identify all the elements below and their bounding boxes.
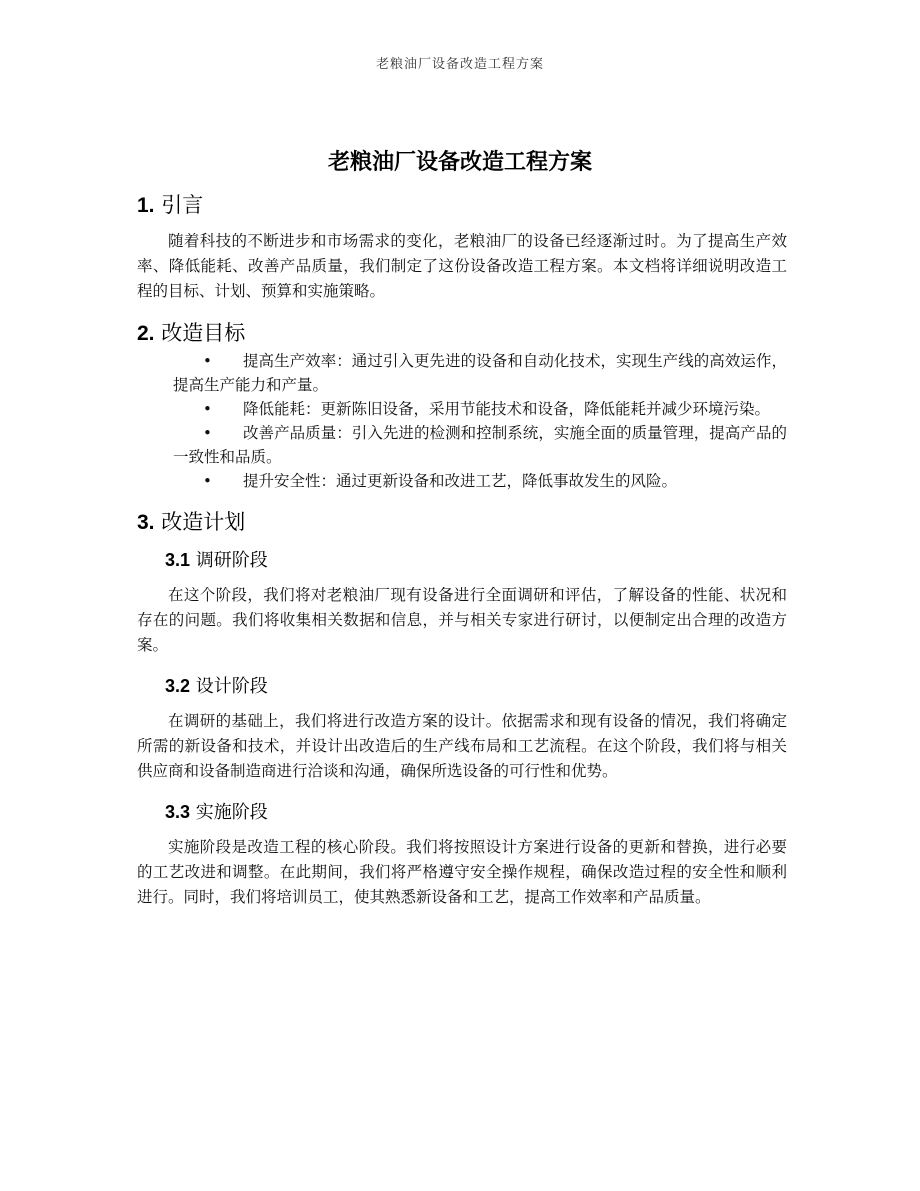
goals-list xyxy=(137,349,787,493)
section-title: 改造计划 xyxy=(161,510,246,534)
subsection-number: 3.2 xyxy=(165,676,191,696)
subsection-heading-3-3 xyxy=(137,798,787,827)
bullet-icon: • xyxy=(203,352,212,370)
section-title: 引言 xyxy=(161,193,204,217)
section-heading-2 xyxy=(137,318,787,349)
list-item: • 提升安全性：通过更新设备和改进工艺，降低事故发生的风险。 xyxy=(137,469,787,493)
subsection-number: 3.1 xyxy=(165,550,191,570)
list-item: • 改善产品质量：引入先进的检测和控制系统，实施全面的质量管理，提高产品的一致性和品质。 xyxy=(137,421,787,469)
section-number: 3. xyxy=(137,511,155,534)
subsection-title: 调研阶段 xyxy=(195,550,268,571)
section-title: 改造目标 xyxy=(161,321,246,345)
section-number: 1. xyxy=(137,194,155,217)
bullet-icon: • xyxy=(203,400,212,418)
research-paragraph: 在这个阶段，我们将对老粮油厂现有设备进行全面调研和评估，了解设备的性能、状况和存在的问题。我们将收集相关数据和信息，并与相关专家进行研讨，以便制定出合理的改造方案。 xyxy=(137,586,787,654)
subsection-title: 设计阶段 xyxy=(195,676,268,697)
section-heading-1 xyxy=(137,190,787,221)
subsection-number: 3.3 xyxy=(165,802,191,822)
bullet-icon: • xyxy=(203,472,212,490)
list-item: • 降低能耗：更新陈旧设备，采用节能技术和设备，降低能耗并减少环境污染。 xyxy=(137,397,787,421)
implementation-paragraph: 实施阶段是改造工程的核心阶段。我们将按照设计方案进行设备的更新和替换，进行必要的工艺改进和调整。在此期间，我们将严格遵守安全操作规程，确保改造过程的安全性和顺利进行。同时，我们将培训员工，使其熟悉新设备和工艺，提高工作效率和产品质量。 xyxy=(137,838,787,906)
bullet-icon: • xyxy=(203,424,212,442)
document-title: 老粮油厂设备改造工程方案 xyxy=(327,150,592,175)
document-body xyxy=(137,190,787,910)
design-paragraph: 在调研的基础上，我们将进行改造方案的设计。依据需求和现有设备的情况，我们将确定所需的新设备和技术，并设计出改造后的生产线布局和工艺流程。在这个阶段，我们将与相关供应商和设备制造商进行洽谈和沟通，确保所选设备的可行性和优势。 xyxy=(137,712,787,780)
list-item: • 提高生产效率：通过引入更先进的设备和自动化技术，实现生产线的高效运作，提高生产能力和产量。 xyxy=(137,349,787,397)
subsection-title: 实施阶段 xyxy=(195,802,268,823)
running-header: 老粮油厂设备改造工程方案 xyxy=(375,57,544,72)
subsection-heading-3-2 xyxy=(137,672,787,701)
section-heading-3 xyxy=(137,507,787,538)
intro-paragraph: 随着科技的不断进步和市场需求的变化，老粮油厂的设备已经逐渐过时。为了提高生产效率、降低能耗、改善产品质量，我们制定了这份设备改造工程方案。本文档将详细说明改造工程的目标、计划、预算和实施策略。 xyxy=(137,232,787,300)
section-number: 2. xyxy=(137,322,155,345)
subsection-heading-3-1 xyxy=(137,546,787,575)
